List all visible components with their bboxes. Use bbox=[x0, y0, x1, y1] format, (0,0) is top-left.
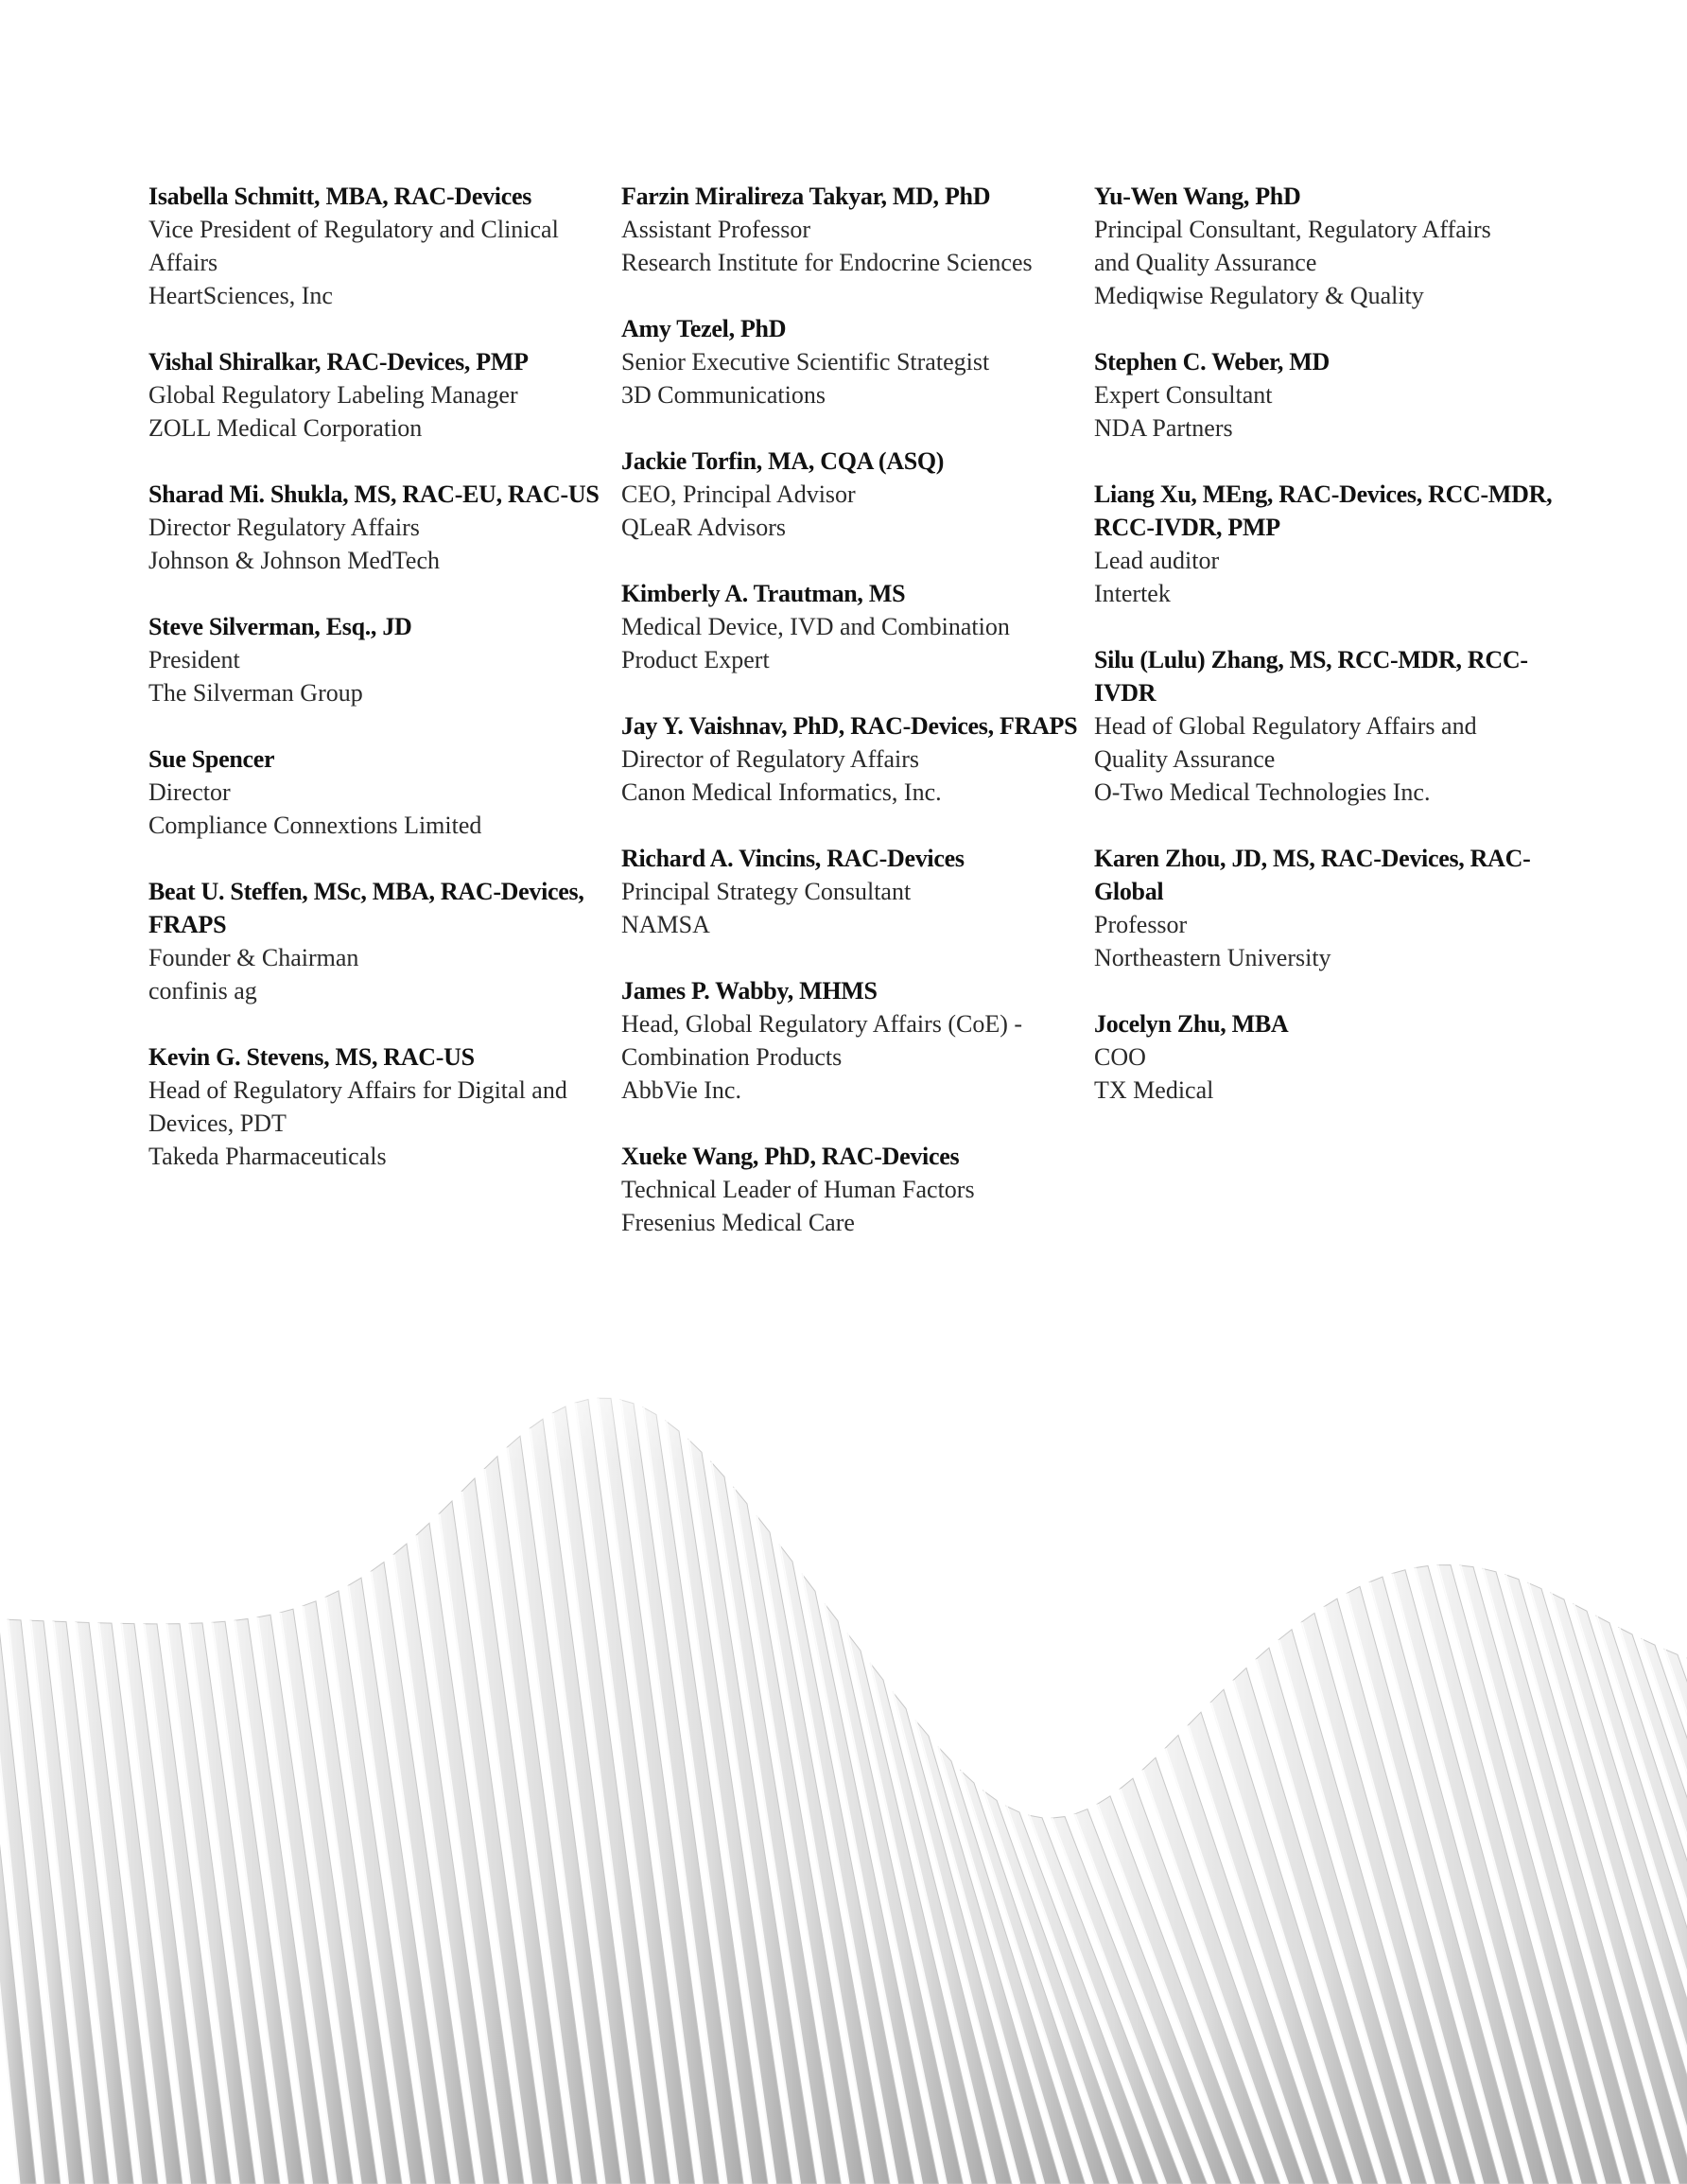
entry-detail-line: TX Medical bbox=[1094, 1076, 1214, 1104]
entry-detail-line: Devices, PDT bbox=[148, 1109, 287, 1137]
entry-detail-line: Senior Executive Scientific Strategist bbox=[621, 348, 990, 376]
directory-entry bbox=[621, 445, 1094, 544]
directory-entry bbox=[148, 1040, 621, 1173]
entry-detail-line: NDA Partners bbox=[1094, 414, 1233, 442]
entry-detail-line: Intertek bbox=[1094, 580, 1171, 607]
column-3 bbox=[1094, 180, 1567, 1272]
entry-detail-line: Johnson & Johnson MedTech bbox=[148, 547, 441, 574]
directory-entry bbox=[621, 312, 1094, 411]
entry-detail-line: Quality Assurance bbox=[1094, 745, 1276, 773]
person-name: Steve Silverman, Esq., JD bbox=[148, 613, 412, 640]
entry-detail-line: Director Regulatory Affairs bbox=[148, 514, 420, 541]
entry-detail-line: Head, Global Regulatory Affairs (CoE) - bbox=[621, 1010, 1023, 1038]
entry-detail-line: NAMSA bbox=[621, 911, 710, 938]
entry-detail-line: Lead auditor bbox=[1094, 547, 1220, 574]
entry-detail-line: Head of Regulatory Affairs for Digital and bbox=[148, 1076, 567, 1104]
entry-detail-line: The Silverman Group bbox=[148, 679, 363, 707]
entry-detail-line: Founder & Chairman bbox=[148, 944, 359, 971]
entry-detail-line: Takeda Pharmaceuticals bbox=[148, 1143, 387, 1170]
entry-detail-line: Professor bbox=[1094, 911, 1188, 938]
person-name: Jocelyn Zhu, MBA bbox=[1094, 1010, 1289, 1038]
directory-entry bbox=[148, 610, 621, 709]
person-name: Liang Xu, MEng, RAC-Devices, RCC-MDR, RCC-IVDR, PMP bbox=[1094, 480, 1553, 541]
entry-detail-line: Medical Device, IVD and Combination bbox=[621, 613, 1010, 640]
directory-entry bbox=[1094, 1007, 1567, 1107]
directory-columns bbox=[148, 180, 1553, 1272]
directory-entry bbox=[1094, 842, 1567, 974]
entry-detail-line: Combination Products bbox=[621, 1043, 843, 1071]
directory-entry bbox=[621, 974, 1094, 1107]
entry-detail-line: Compliance Connextions Limited bbox=[148, 812, 482, 839]
directory-entry bbox=[148, 743, 621, 842]
entry-detail-line: O-Two Medical Technologies Inc. bbox=[1094, 778, 1431, 806]
entry-detail-line: Director of Regulatory Affairs bbox=[621, 745, 920, 773]
entry-detail-line: 3D Communications bbox=[621, 381, 826, 409]
entry-detail-line: President bbox=[148, 646, 240, 673]
entry-detail-line: AbbVie Inc. bbox=[621, 1076, 741, 1104]
person-name: Kimberly A. Trautman, MS bbox=[621, 580, 906, 607]
entry-detail-line: Affairs bbox=[148, 249, 218, 276]
entry-detail-line: Principal Consultant, Regulatory Affairs bbox=[1094, 216, 1491, 243]
person-name: Silu (Lulu) Zhang, MS, RCC-MDR, RCC-IVDR bbox=[1094, 646, 1528, 707]
directory-entry bbox=[1094, 345, 1567, 445]
entry-detail-line: and Quality Assurance bbox=[1094, 249, 1317, 276]
directory-entry bbox=[621, 842, 1094, 941]
directory-entry bbox=[621, 709, 1094, 809]
directory-entry bbox=[1094, 643, 1567, 809]
entry-detail-line: Assistant Professor bbox=[621, 216, 811, 243]
person-name: Yu-Wen Wang, PhD bbox=[1094, 183, 1301, 210]
directory-entry bbox=[621, 1140, 1094, 1239]
person-name: Sharad Mi. Shukla, MS, RAC-EU, RAC-US bbox=[148, 480, 600, 508]
entry-detail-line: Mediqwise Regulatory & Quality bbox=[1094, 282, 1424, 309]
directory-entry bbox=[621, 180, 1094, 279]
entry-detail-line: Research Institute for Endocrine Sciences bbox=[621, 249, 1033, 276]
entry-detail-line: HeartSciences, Inc bbox=[148, 282, 333, 309]
entry-detail-line: Head of Global Regulatory Affairs and bbox=[1094, 712, 1477, 740]
entry-detail-line: CEO, Principal Advisor bbox=[621, 480, 856, 508]
person-name: Amy Tezel, PhD bbox=[621, 315, 787, 342]
directory-entry bbox=[148, 478, 621, 577]
entry-detail-line: QLeaR Advisors bbox=[621, 514, 787, 541]
person-name: Jackie Torfin, MA, CQA (ASQ) bbox=[621, 447, 945, 475]
person-name: Xueke Wang, PhD, RAC-Devices bbox=[621, 1143, 960, 1170]
directory-entry bbox=[148, 875, 621, 1007]
person-name: Farzin Miralireza Takyar, MD, PhD bbox=[621, 183, 991, 210]
person-name: Isabella Schmitt, MBA, RAC-Devices bbox=[148, 183, 532, 210]
person-name: Karen Zhou, JD, MS, RAC-Devices, RAC-Global bbox=[1094, 845, 1531, 905]
directory-entry bbox=[148, 345, 621, 445]
entry-detail-line: Director bbox=[148, 778, 231, 806]
entry-detail-line: Vice President of Regulatory and Clinical bbox=[148, 216, 559, 243]
directory-entry bbox=[1094, 478, 1567, 610]
person-name: Richard A. Vincins, RAC-Devices bbox=[621, 845, 965, 872]
person-name: Sue Spencer bbox=[148, 745, 275, 773]
entry-detail-line: Fresenius Medical Care bbox=[621, 1209, 855, 1236]
directory-entry bbox=[148, 180, 621, 312]
directory-entry bbox=[1094, 180, 1567, 312]
person-name: Jay Y. Vaishnav, PhD, RAC-Devices, FRAPS bbox=[621, 712, 1078, 740]
entry-detail-line: Northeastern University bbox=[1094, 944, 1331, 971]
entry-detail-line: Technical Leader of Human Factors bbox=[621, 1176, 975, 1203]
column-2 bbox=[621, 180, 1094, 1272]
person-name: James P. Wabby, MHMS bbox=[621, 977, 878, 1005]
entry-detail-line: COO bbox=[1094, 1043, 1146, 1071]
entry-detail-line: confinis ag bbox=[148, 977, 257, 1005]
entry-detail-line: Global Regulatory Labeling Manager bbox=[148, 381, 518, 409]
person-name: Kevin G. Stevens, MS, RAC-US bbox=[148, 1043, 475, 1071]
decorative-wave-image bbox=[0, 1305, 1687, 2184]
person-name: Beat U. Steffen, MSc, MBA, RAC-Devices, FRAPS bbox=[148, 878, 584, 938]
entry-detail-line: ZOLL Medical Corporation bbox=[148, 414, 423, 442]
entry-detail-line: Expert Consultant bbox=[1094, 381, 1273, 409]
directory-entry bbox=[621, 577, 1094, 676]
entry-detail-line: Product Expert bbox=[621, 646, 770, 673]
person-name: Stephen C. Weber, MD bbox=[1094, 348, 1330, 376]
entry-detail-line: Principal Strategy Consultant bbox=[621, 878, 912, 905]
column-1 bbox=[148, 180, 621, 1272]
person-name: Vishal Shiralkar, RAC-Devices, PMP bbox=[148, 348, 529, 376]
entry-detail-line: Canon Medical Informatics, Inc. bbox=[621, 778, 942, 806]
